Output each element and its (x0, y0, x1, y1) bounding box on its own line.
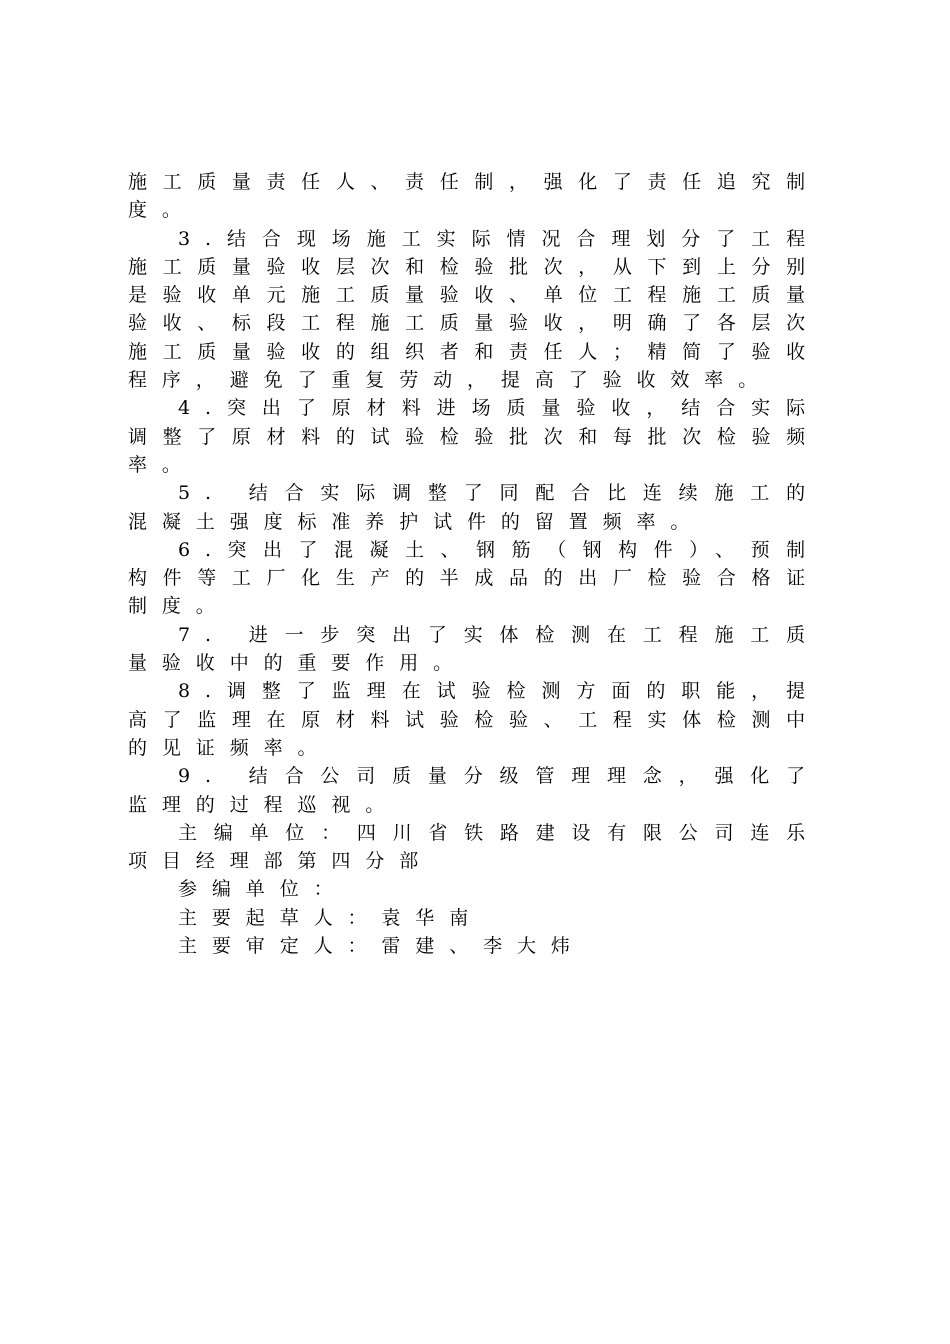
paragraph-item-6: 6.突出了混凝土、钢筋（钢构件）、预制构件等工厂化生产的半成品的出厂检验合格证制度。 (128, 538, 820, 618)
reviewer-line: 主要审定人：雷建、李大炜 (178, 935, 585, 958)
paragraph-continued: 施工质量责任人、责任制，强化了责任追究制度。 (128, 171, 820, 222)
chief-editor-line: 主编单位：四川省铁路建设有限公司连乐项目经理部第四分部 (128, 821, 820, 873)
paragraph-item-5: 5. 结合实际调整了同配合比连续施工的混凝土强度标准养护试件的留置频率。 (128, 482, 820, 533)
paragraph-item-8: 8.调整了监理在试验检测方面的职能，提高了监理在原材料试验检验、工程实体检测中的见证频率。 (128, 680, 820, 759)
paragraph-item-9: 9. 结合公司质量分级管理理念，强化了监理的过程巡视。 (128, 765, 820, 816)
co-editor-line: 参编单位： (178, 878, 348, 901)
drafter-line: 主要起草人：袁华南 (178, 906, 484, 929)
paragraph-item-4: 4.突出了原材料进场质量验收，结合实际调整了原材料的试验检验批次和每批次检验频率。 (128, 397, 820, 476)
paragraph-item-7: 7. 进一步突出了实体检测在工程施工质量验收中的重要作用。 (128, 623, 820, 675)
paragraph-item-3: 3.结合现场施工实际情况合理划分了工程施工质量验收层次和检验批次，从下到上分别是验收单元施工质量验收、单位工程施工质量验收、标段工程施工质量验收，明确了各层次施工质量验收的组织者和责任人；精简了验收程序，避免了重复劳动，提高了验收效率。 (128, 227, 820, 392)
body-text (128, 168, 820, 960)
